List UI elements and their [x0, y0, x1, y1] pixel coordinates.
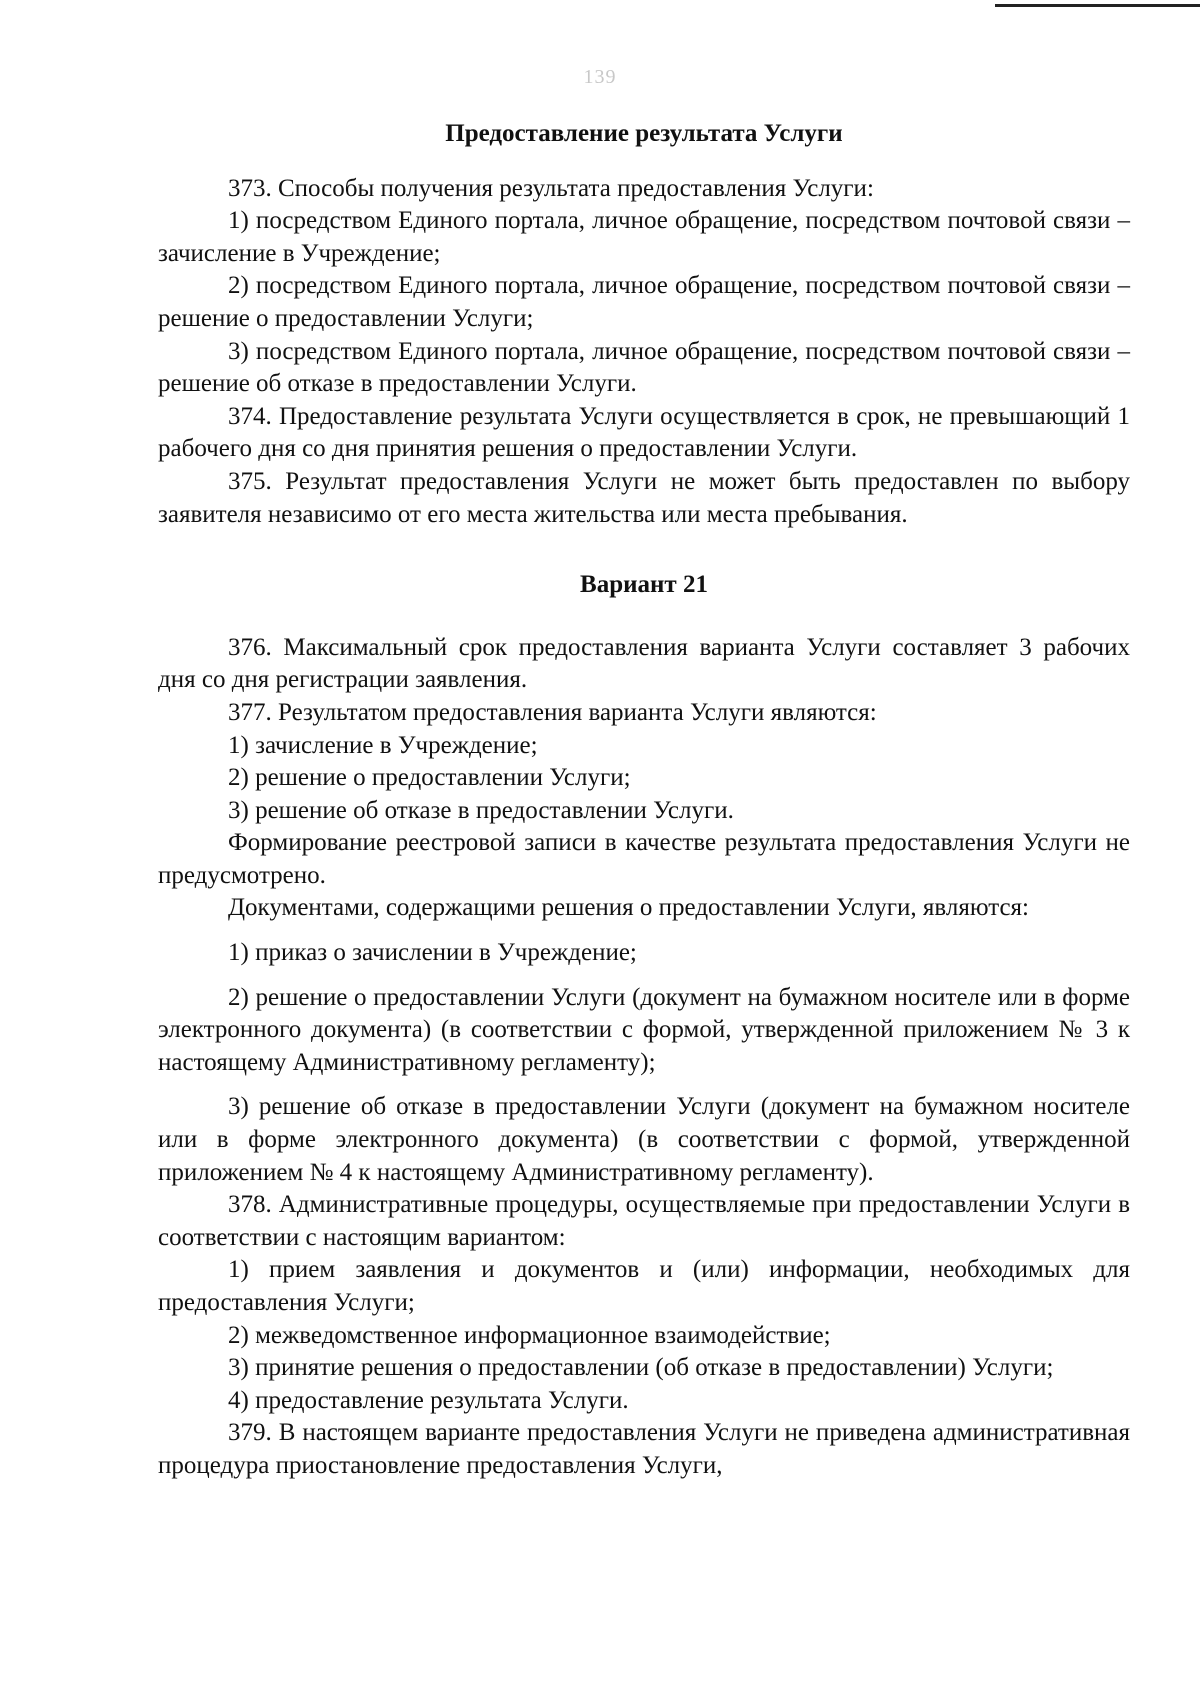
list-item-378-2: 2) межведомственное информационное взаимодействие; [228, 1321, 831, 1349]
paragraph-377: 377. Результатом предоставления варианта Услуги являются: [228, 698, 877, 726]
page-number: 139 [583, 66, 617, 88]
list-item-373-3: 3) посредством Единого портала, личное обращение, посредством почтовой связи – решение об отказе в предоставлении Услуги. [158, 337, 1130, 398]
list-item-378-3: 3) принятие решения о предоставлении (об отказе в предоставлении) Услуги; [228, 1354, 1054, 1382]
paragraph-378: 378. Административные процедуры, осуществляемые при предоставлении Услуги в соответствии с настоящим вариантом: [158, 1191, 1130, 1251]
paragraph-379: 379. В настоящем варианте предоставления Услуги не приведена административная процедура приостановление предоставления Услуги, [158, 1419, 1130, 1479]
paragraph-registry-record: Формирование реестровой записи в качестве результата предоставления Услуги не предусмотрено. [158, 829, 1130, 889]
list-item-373-2: 2) посредством Единого портала, личное обращение, посредством почтовой связи – решение о предоставлении Услуги; [158, 272, 1130, 332]
document-body [158, 118, 1130, 1483]
paragraph-374: 374. Предоставление результата Услуги осуществляется в срок, не превышающий 1 рабочего дня со дня принятия решения о предоставлении Услуги. [158, 402, 1130, 463]
top-edge-rule [995, 4, 1200, 7]
list-item-doc-2: 2) решение о предоставлении Услуги (документ на бумажном носителе или в форме электронного документа) (в соответствии с формой, утвержденной приложением № 3 к настоящему Административному регламенту); [158, 983, 1130, 1076]
list-item-doc-3: 3) решение об отказе в предоставлении Услуги (документ на бумажном носителе или в форме электронного документа) (в соответствии с формой, утвержденной приложением № 4 к настоящему Административному регламенту). [158, 1093, 1130, 1186]
paragraph-375: 375. Результат предоставления Услуги не может быть предоставлен по выбору заявителя независимо от его места жительства или места пребывания. [158, 467, 1130, 528]
list-item-377-2: 2) решение о предоставлении Услуги; [228, 764, 631, 792]
paragraph-373: 373. Способы получения результата предоставления Услуги: [228, 174, 874, 202]
list-item-377-3: 3) решение об отказе в предоставлении Услуги. [228, 796, 734, 824]
list-item-doc-1: 1) приказ о зачислении в Учреждение; [228, 939, 637, 967]
paragraph-376: 376. Максимальный срок предоставления варианта Услуги составляет 3 рабочих дня со дня регистрации заявления. [158, 633, 1130, 694]
paragraph-decision-documents: Документами, содержащими решения о предоставлении Услуги, являются: [228, 894, 1029, 922]
section-heading-result: Предоставление результата Услуги [445, 120, 843, 147]
list-item-378-1: 1) прием заявления и документов и (или) информации, необходимых для предоставления Услуги; [158, 1256, 1130, 1316]
list-item-373-1: 1) посредством Единого портала, личное обращение, посредством почтовой связи – зачисление в Учреждение; [158, 207, 1130, 267]
section-heading-variant-21: Вариант 21 [580, 571, 708, 599]
list-item-377-1: 1) зачисление в Учреждение; [228, 731, 538, 759]
list-item-378-4: 4) предоставление результата Услуги. [228, 1386, 629, 1414]
